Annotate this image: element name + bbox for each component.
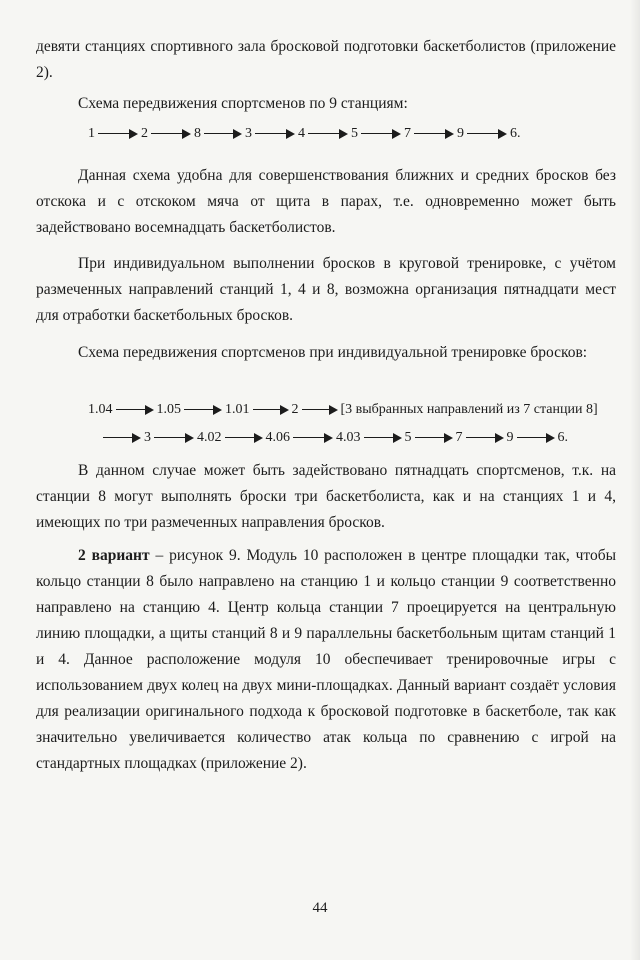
page-edge-shadow — [630, 0, 640, 960]
arrow-right-icon — [308, 129, 348, 139]
arrow-right-icon — [116, 405, 154, 415]
scheme-1-node: 3 — [245, 126, 252, 141]
paragraph-individual-throws: При индивидуальном выполнении бросков в круговой тренировке, с учётом размеченных направлений станций 1, 4 и 8, возможна организация пятнадцати мест для отработки баскетбольных бросков. — [36, 255, 616, 324]
variant-2-heading: 2 вариант — [78, 547, 150, 564]
scheme-1 — [88, 126, 521, 142]
scheme-2-node: 1.01 — [225, 402, 250, 417]
arrow-right-icon — [466, 433, 504, 443]
arrow-right-icon — [361, 129, 401, 139]
paragraph-variant-2 — [36, 543, 616, 777]
scheme-2-node: 7 — [455, 430, 463, 445]
arrow-right-icon — [103, 433, 141, 443]
arrow-right-icon — [364, 433, 402, 443]
scheme-2-node: 3 — [144, 430, 151, 445]
scheme-2-node: [3 выбранных направлений из 7 станции 8] — [340, 402, 598, 417]
arrow-right-icon — [517, 433, 555, 443]
scheme-2-node: 4.03 — [336, 430, 361, 445]
scheme-1-caption: Схема передвижения спортсменов по 9 станциям: — [78, 95, 408, 112]
arrow-right-icon — [98, 129, 138, 139]
arrow-right-icon — [293, 433, 333, 443]
arrow-right-icon — [253, 405, 289, 415]
scheme-2-node: 1.04 — [88, 402, 113, 417]
arrow-right-icon — [414, 129, 454, 139]
paragraph-scheme-1-description: Данная схема удобна для совершенствования ближних и средних бросков без отскока и с отскоком мяча от щита в парах, т.е. одновременно может быть задействовано восемнадцать баскетболистов. — [36, 167, 616, 236]
paragraph-scheme-2-description: В данном случае может быть задействовано пятнадцать спортсменов, т.к. на станции 8 могут выполнять броски три баскетболиста, как и на станциях 1 и 4, имеющих по три размеченных направления бросков. — [36, 462, 616, 531]
scheme-2-row-2 — [100, 430, 568, 446]
scheme-1-node: 5 — [351, 126, 358, 141]
scheme-2-caption: Схема передвижения спортсменов при индивидуальной тренировке бросков: — [78, 344, 588, 361]
scheme-2-node: 5 — [404, 430, 412, 445]
arrow-right-icon — [154, 433, 194, 443]
scheme-2-row-1 — [88, 402, 598, 418]
scheme-2-node: 2 — [291, 402, 299, 417]
scheme-1-node: 9 — [457, 126, 464, 141]
arrow-right-icon — [302, 405, 338, 415]
scheme-2-node: 9 — [506, 430, 514, 445]
scheme-2-node: 1.05 — [156, 402, 181, 417]
scheme-1-node: 7 — [404, 126, 411, 141]
arrow-right-icon — [415, 433, 453, 443]
scheme-1-node: 1 — [88, 126, 95, 141]
arrow-right-icon — [184, 405, 222, 415]
variant-2-text: – рисунок 9. Модуль 10 расположен в центре площадки так, чтобы кольцо станции 8 было направлено на станцию 1 и кольцо станции 9 соответственно направлено на станцию 4. Центр кольца станции 7 проецируется на центральную линию площадки, а щиты станций 8 и 9 параллельны баскетбольным щитам станций 1 и 4. Данное расположение модуля 10 обеспечивает тренировочные игры с использованием двух колец на двух мини-площадках. Данный вариант создаёт условия для реализации оригинального подхода к бросковой подготовке в баскетболе, так как значительно увеличивается количество атак кольца по сравнению с игрой на стандартных площадках (приложение 2). — [36, 547, 617, 772]
arrow-right-icon — [204, 129, 242, 139]
arrow-right-icon — [225, 433, 263, 443]
arrow-right-icon — [255, 129, 295, 139]
scheme-1-node: 6. — [510, 126, 521, 141]
paragraph-continuation: девяти станциях спортивного зала бросковой подготовки баскетболистов (приложение 2). — [36, 38, 616, 81]
scheme-1-node: 2 — [141, 126, 148, 141]
scheme-1-node: 4 — [298, 126, 305, 141]
scheme-1-node: 8 — [194, 126, 201, 141]
page-number: 44 — [312, 900, 328, 916]
arrow-right-icon — [151, 129, 191, 139]
arrow-right-icon — [467, 129, 507, 139]
scheme-2-node: 4.02 — [197, 430, 222, 445]
scheme-2-node: 6. — [557, 430, 568, 445]
scheme-2-node: 4.06 — [265, 430, 290, 445]
